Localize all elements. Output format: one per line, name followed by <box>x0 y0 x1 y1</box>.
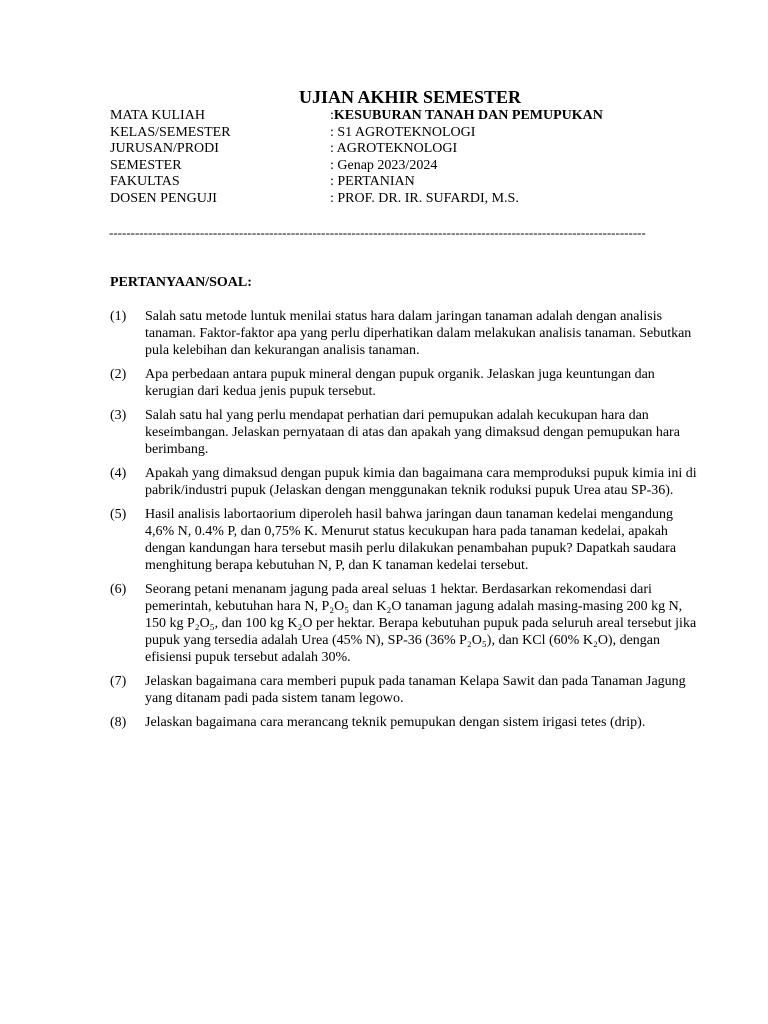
question-item <box>110 465 705 499</box>
info-value: : PROF. DR. IR. SUFARDI, M.S. <box>330 190 519 206</box>
info-label: FAKULTAS <box>110 174 180 190</box>
question-text: Jelaskan bagaimana cara merancang teknik pemupukan dengan sistem irigasi tetes (drip). <box>145 715 646 730</box>
question-number: (3) <box>110 408 127 423</box>
info-row-semester <box>110 158 603 175</box>
question-text: Seorang petani menanam jagung pada areal seluas 1 hektar. Berdasarkan rekomendasi dari pemerintah, kebutuhan hara N, P₂O₅ dan K₂O tanaman jagung adalah masing-masing 200 kg N, 150 kg P₂O₅, dan 100 kg K₂O per hektar. Berapa kebutuhan pupuk pada seluruh areal tersebut jika pupuk yang tersedia adalah Urea (45% N), SP-36 (36% P₂O₅), dan KCl (60% K₂O), dengan efisiensi pupuk tersebut adalah 30%. <box>145 582 697 665</box>
info-label: MATA KULIAH <box>110 108 205 123</box>
info-row-class <box>110 125 603 142</box>
info-value: : AGROTEKNOLOGI <box>330 141 458 157</box>
info-row-examiner <box>110 191 603 208</box>
exam-title: UJIAN AKHIR SEMESTER <box>298 87 522 107</box>
question-item <box>110 506 705 574</box>
info-label: JURUSAN/PRODI <box>110 141 219 157</box>
question-text: Apa perbedaan antara pupuk mineral dengan pupuk organik. Jelaskan juga keuntungan dan kerugian dari kedua jenis pupuk tersebut. <box>145 367 655 399</box>
question-number: (5) <box>110 507 127 522</box>
info-row-department <box>110 141 603 158</box>
question-number: (6) <box>110 582 127 597</box>
question-item <box>110 366 705 400</box>
question-number: (1) <box>110 309 127 324</box>
question-text: Jelaskan bagaimana cara memberi pupuk pada tanaman Kelapa Sawit dan pada Tanaman Jagung yang ditanam padi pada sistem tanam legowo. <box>145 674 686 706</box>
info-value: : S1 AGROTEKNOLOGI <box>330 124 476 140</box>
info-value: : Genap 2023/2024 <box>330 157 438 173</box>
question-text: Hasil analisis labortaorium diperoleh hasil bahwa jaringan daun tanaman kedelai mengandung 4,6% N, 0.4% P, dan 0,75% K. Menurut status kecukupan hara pada tanaman kedelai, apakah dengan kandungan hara tersebut masih perlu dilakukan penambahan pupuk? Dapatkah saudara menghitung berapa kebutuhan N, P, dan K tanaman kedelai tersebut. <box>145 507 677 573</box>
question-item <box>110 581 705 666</box>
question-item <box>110 714 705 731</box>
info-row-faculty <box>110 174 603 191</box>
question-text: Salah satu hal yang perlu mendapat perhatian dari pemupukan adalah kecukupan hara dan keseimbangan. Jelaskan pernyataan di atas dan apakah yang dimaksud dengan pemupukan hara berimbang. <box>145 408 680 457</box>
info-row-course <box>110 108 603 125</box>
info-value: : PERTANIAN <box>330 174 415 190</box>
question-number: (8) <box>110 715 127 730</box>
exam-info-table <box>110 108 603 208</box>
dashed-divider: ---------------------------------------------------------------------------------------------------------------------------- <box>109 225 646 240</box>
question-item <box>110 308 705 359</box>
question-number: (2) <box>110 367 127 382</box>
info-label: SEMESTER <box>110 157 182 173</box>
question-number: (7) <box>110 674 127 689</box>
question-text: Apakah yang dimaksud dengan pupuk kimia dan bagaimana cara memproduksi pupuk kimia ini di pabrik/industri pupuk (Jelaskan dengan menggunakan teknik roduksi pupuk Urea atau SP-36). <box>145 466 697 498</box>
question-item <box>110 407 705 458</box>
info-label: KELAS/SEMESTER <box>110 124 231 140</box>
question-list <box>110 308 705 738</box>
question-text: Salah satu metode luntuk menilai status hara dalam jaringan tanaman adalah dengan analisis tanaman. Faktor-faktor apa yang perlu diperhatikan dalam melakukan analisis tanaman. Sebutkan pula kelebihan dan kekurangan analisis tanaman. <box>145 309 692 358</box>
info-value-prefix: : <box>330 108 334 123</box>
section-heading: PERTANYAAN/SOAL: <box>110 275 252 290</box>
question-item <box>110 673 705 707</box>
question-number: (4) <box>110 466 127 481</box>
info-value-course: KESUBURAN TANAH DAN PEMUPUKAN <box>333 108 603 123</box>
info-label: DOSEN PENGUJI <box>110 190 217 206</box>
